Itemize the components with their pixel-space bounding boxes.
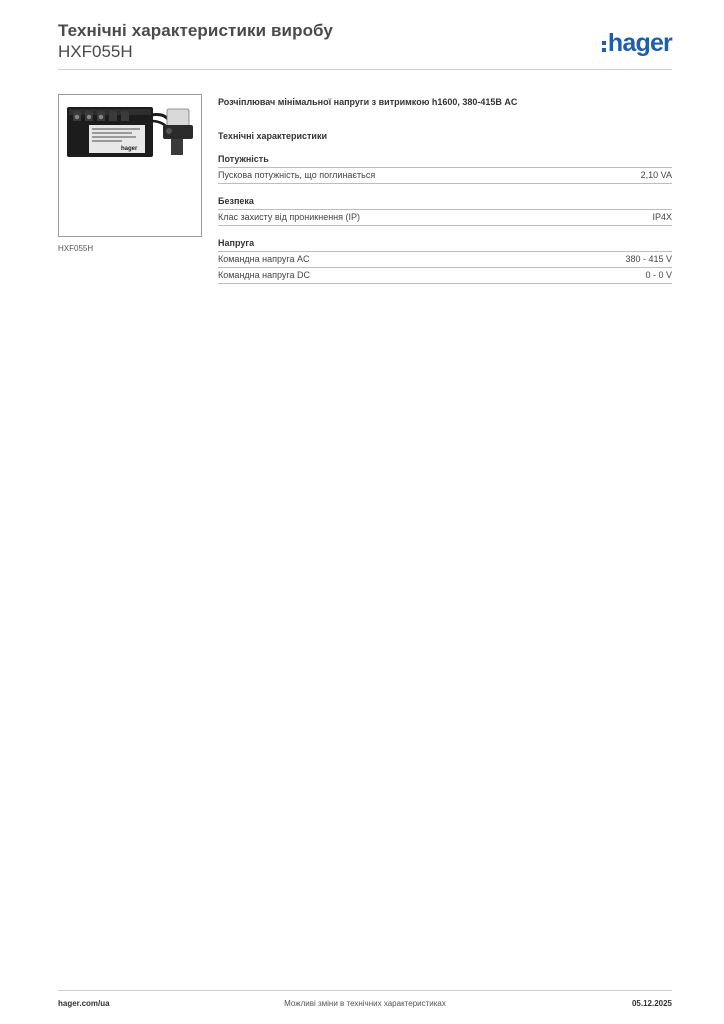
spec-label: Командна напруга DC — [218, 270, 310, 280]
spec-group-power — [218, 153, 672, 184]
spec-row — [218, 252, 672, 268]
spec-label: Пускова потужність, що поглинається — [218, 170, 376, 180]
footer-website-link[interactable]: hager.com/ua — [58, 999, 110, 1008]
spec-group-voltage — [218, 237, 672, 284]
footer-date: 05.12.2025 — [631, 999, 672, 1008]
spec-row — [218, 168, 672, 184]
spec-group-title: Напруга — [218, 237, 672, 252]
spec-label: Командна напруга AC — [218, 254, 310, 264]
spec-row — [218, 268, 672, 284]
hager-logo — [602, 26, 672, 60]
spec-value: 0 - 0 V — [645, 270, 672, 280]
spec-value: 380 - 415 V — [625, 254, 672, 264]
spec-group-title: Потужність — [218, 153, 672, 168]
product-code: HXF055H — [58, 42, 133, 61]
product-photo — [59, 95, 201, 236]
spec-label: Клас захисту від проникнення (IP) — [218, 212, 361, 222]
product-description: Розчіплювач мінімальної напруги з витримкою h1600, 380-415В AC — [218, 97, 518, 107]
product-image — [58, 94, 202, 237]
spec-group-title: Безпека — [218, 195, 672, 210]
logo-dots-icon — [602, 41, 606, 52]
specs-heading: Технічні характеристики — [218, 131, 327, 141]
spec-content — [218, 96, 672, 284]
logo-text: hager — [607, 29, 672, 57]
footer-note: Можливі зміни в технічних характеристиках — [284, 999, 446, 1008]
image-caption: HXF055H — [58, 244, 94, 253]
document-title: Технічні характеристики виробу — [58, 21, 333, 40]
spec-row — [218, 210, 672, 226]
page-header — [58, 20, 672, 70]
spec-value: IP4X — [652, 212, 672, 222]
page-footer — [58, 990, 672, 1012]
spec-value: 2,10 VA — [640, 170, 672, 180]
spec-group-safety — [218, 195, 672, 226]
label-brand-text: hager — [121, 146, 138, 152]
